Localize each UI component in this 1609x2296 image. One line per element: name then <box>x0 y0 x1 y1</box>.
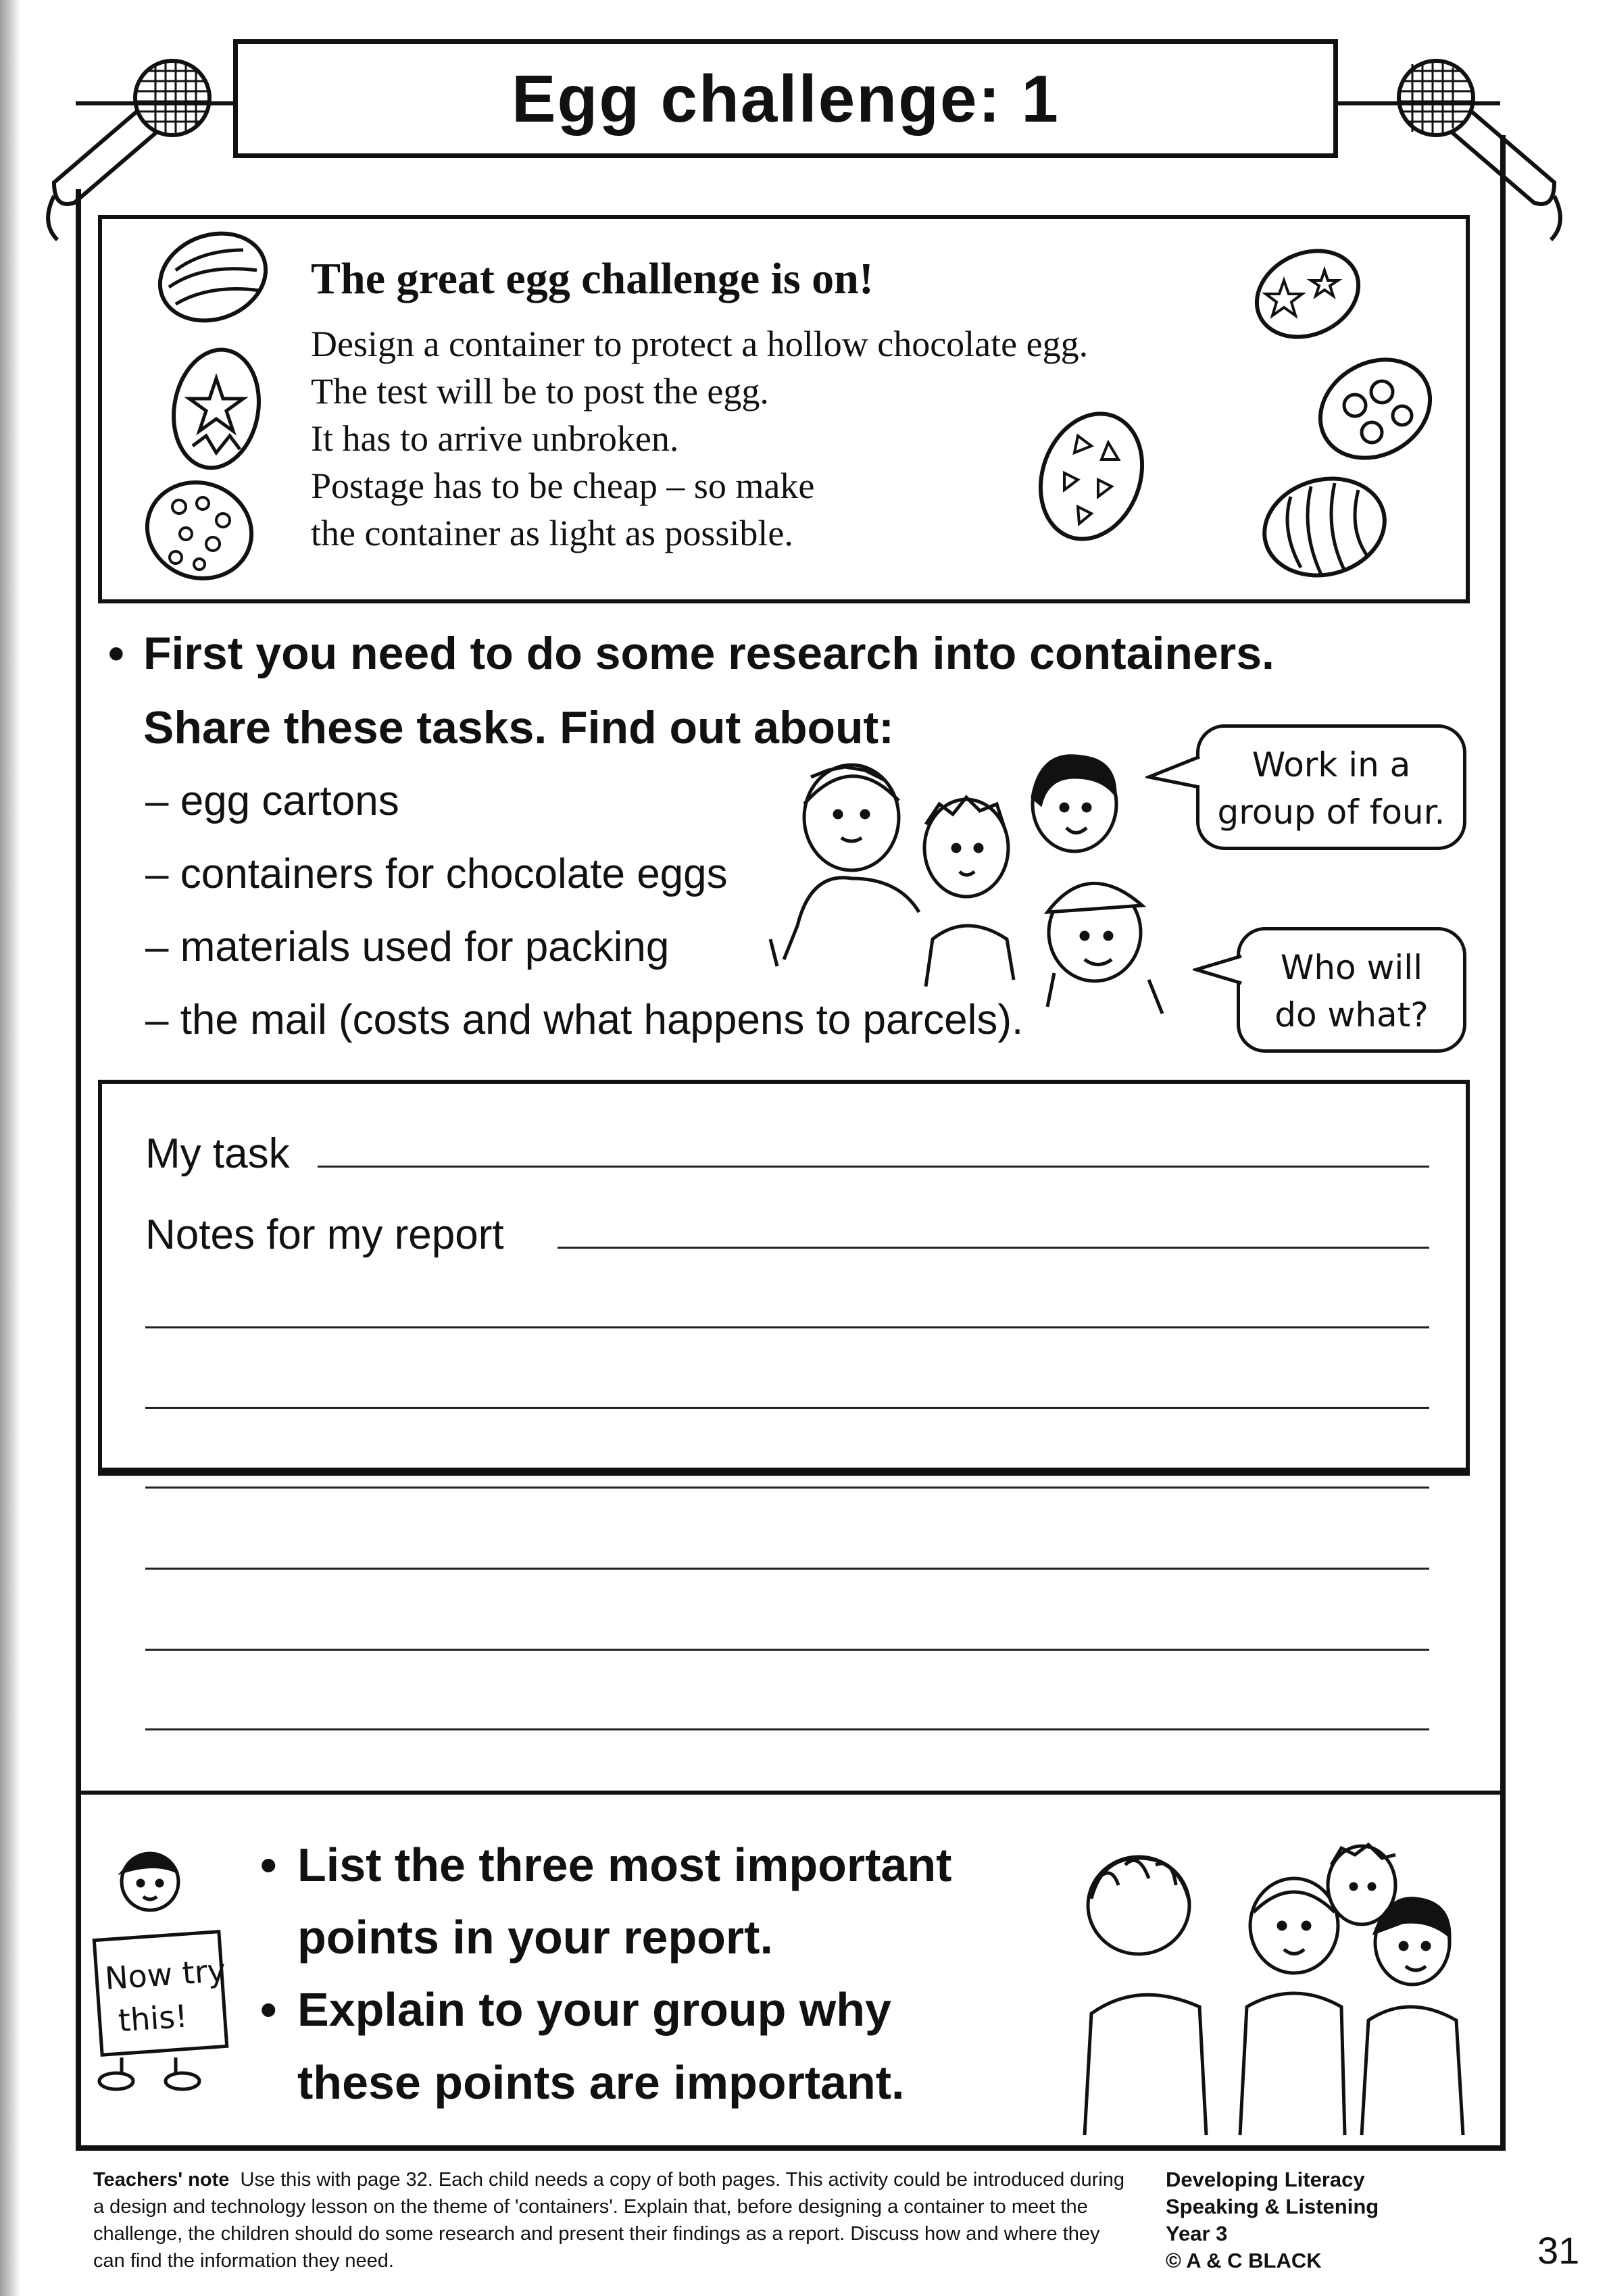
intro-line: It has to arrive unbroken. <box>311 418 679 459</box>
frame-bottom <box>76 2145 1506 2151</box>
intro-line: the container as light as possible. <box>311 513 793 553</box>
research-item: – egg cartons <box>145 778 399 824</box>
page-title: Egg challenge: 1 <box>512 61 1060 136</box>
teachers-note-label: Teachers' note <box>93 2169 230 2191</box>
title-box <box>233 39 1338 158</box>
frame-left <box>76 189 81 2149</box>
notes-line[interactable] <box>145 1728 1429 1730</box>
notes-line[interactable] <box>145 1407 1429 1409</box>
notes-box <box>98 1080 1470 1472</box>
ntt-line: these points are important. <box>297 2056 905 2109</box>
teachers-note-text: Use this with page 32. Each child needs a copy of both pages. This activity could be introduced during a design and technology lesson on the theme of 'containers'. Explain that, before designing a container to meet the challenge, the children should do some research and present their findings as a report. Discuss how and where they can find the information they need. <box>93 2169 1124 2272</box>
notes-line[interactable] <box>145 1649 1429 1651</box>
striped-egg-icon <box>149 223 277 331</box>
research-item: – materials used for packing <box>145 924 670 970</box>
notes-box-bottom <box>98 1472 1470 1476</box>
star-egg-icon-right <box>1247 240 1368 348</box>
research-item: – the mail (costs and what happens to parcels). <box>145 997 1024 1043</box>
children-discussing-illustration <box>1037 1824 1477 2142</box>
bubble-tail <box>1145 750 1206 797</box>
frame-top-right <box>1338 101 1500 105</box>
ntt-line: List the three most important <box>297 1839 952 1891</box>
page-number: 31 <box>1537 2229 1580 2272</box>
circle-egg-icon <box>1308 351 1443 466</box>
ntt-line: Explain to your group why <box>297 1983 891 2036</box>
notes-line[interactable] <box>145 1487 1429 1489</box>
section-divider <box>76 1791 1506 1795</box>
frame-right <box>1500 135 1506 2149</box>
dotted-egg-icon <box>139 473 260 588</box>
my-task-line[interactable] <box>318 1166 1429 1168</box>
notes-line[interactable] <box>558 1247 1429 1249</box>
intro-heading: The great egg challenge is on! <box>311 254 874 303</box>
intro-line: Design a container to protect a hollow chocolate egg. <box>311 324 1089 364</box>
book-year: Year 3 <box>1166 2222 1228 2245</box>
bubble-text: Work in a <box>1252 745 1411 784</box>
research-heading: First you need to do some research into containers. <box>143 628 1274 679</box>
star-egg-icon <box>166 341 267 476</box>
bubble-text: do what? <box>1274 995 1429 1034</box>
ntt-line: points in your report. <box>297 1911 773 1964</box>
bubble-tail <box>1193 949 1247 997</box>
children-group-illustration <box>764 737 1183 1034</box>
microphone-icon-left <box>27 41 230 243</box>
bubble-text: Who will <box>1280 948 1423 987</box>
triangle-egg-icon <box>1031 405 1152 547</box>
research-subheading: Share these tasks. Find out about: <box>143 702 894 753</box>
speech-bubble-who <box>1237 927 1466 1053</box>
striped-egg-icon-right <box>1254 470 1395 584</box>
intro-line: The test will be to post the egg. <box>311 371 769 411</box>
research-item: – containers for chocolate eggs <box>145 851 728 897</box>
ntt-bullet: • <box>260 1983 277 2036</box>
book-info <box>1166 2166 1379 2274</box>
book-subtitle: Speaking & Listening <box>1166 2195 1379 2218</box>
notes-label: Notes for my report <box>145 1212 504 1258</box>
ntt-bullet: • <box>260 1839 277 1891</box>
bubble-text: group of four. <box>1217 793 1445 832</box>
microphone-icon-right <box>1379 41 1581 243</box>
notes-line[interactable] <box>145 1568 1429 1570</box>
intro-line: Postage has to be cheap – so make <box>311 466 815 506</box>
page-shadow <box>0 0 20 2296</box>
frame-top-left <box>76 101 233 105</box>
my-task-label: My task <box>145 1130 290 1177</box>
notes-line[interactable] <box>145 1326 1429 1328</box>
teachers-note <box>93 2166 1127 2274</box>
sign-text: this! <box>117 1997 189 2039</box>
copyright: © A & C BLACK <box>1166 2249 1322 2272</box>
sign-text: Now try <box>103 1951 227 1997</box>
speech-bubble-group <box>1196 724 1466 850</box>
book-title: Developing Literacy <box>1166 2168 1365 2191</box>
research-bullet: • <box>108 628 124 679</box>
